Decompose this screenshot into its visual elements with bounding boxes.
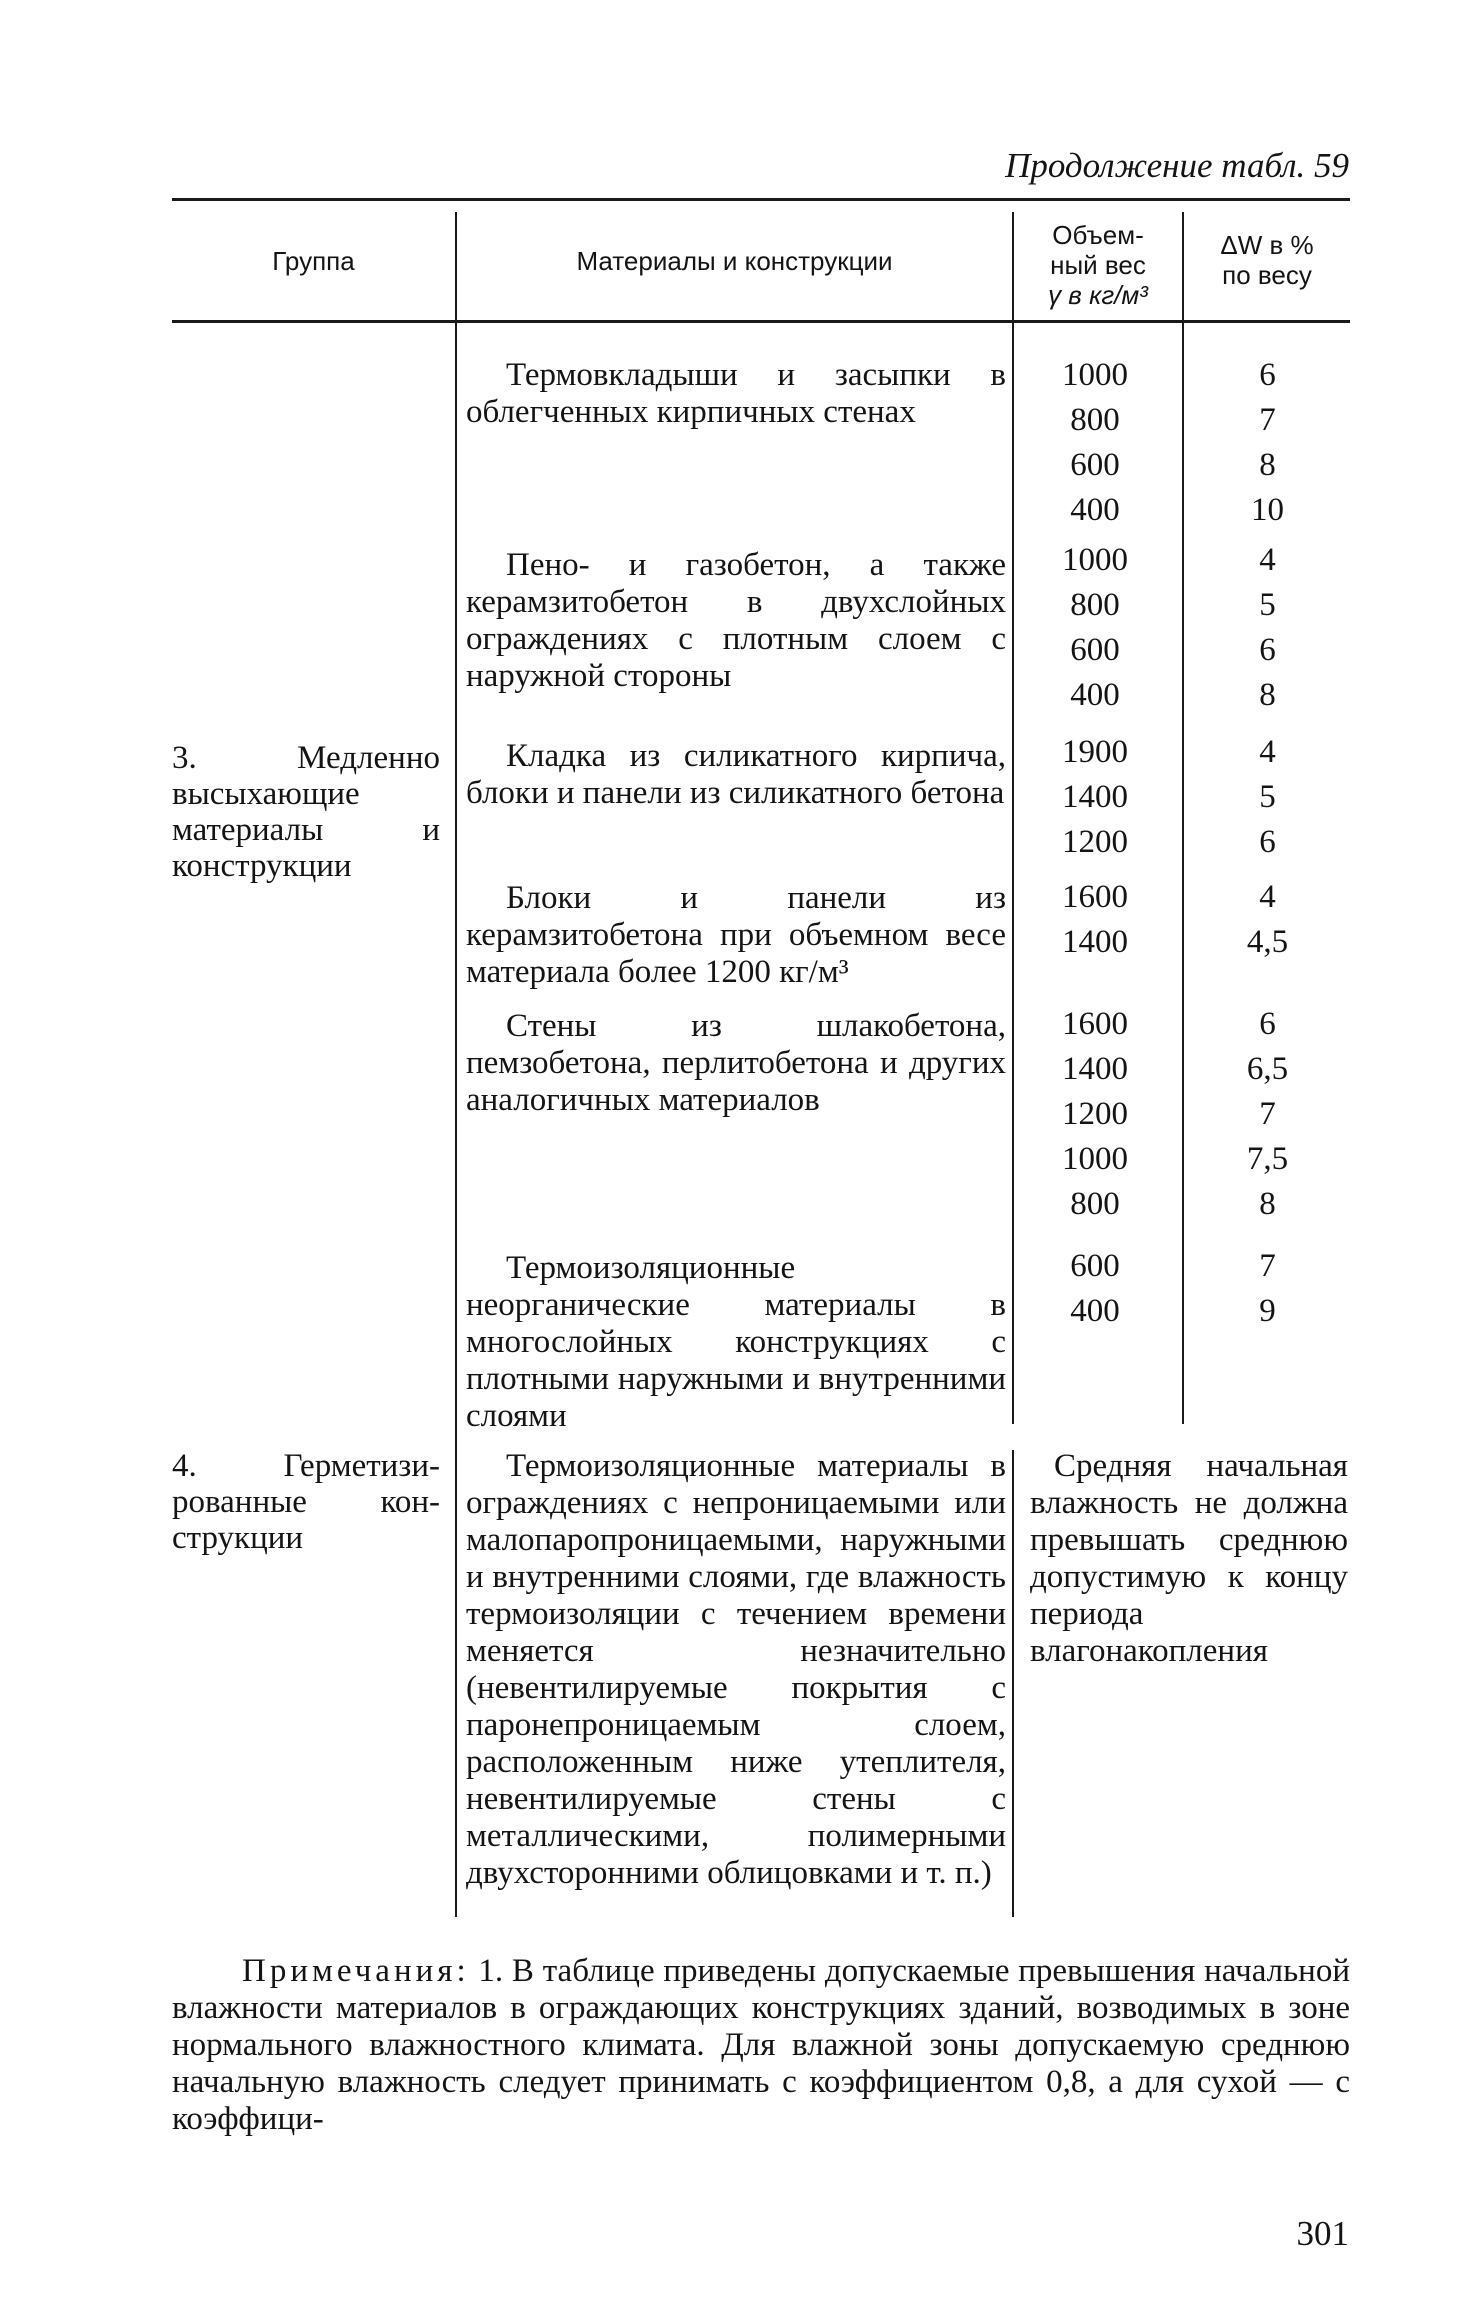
row-3-delta-w [1185, 730, 1350, 865]
row-7-material: Термоизоляционные материалы в ограждениях с непроницаемыми или малопаропроницаемыми, наружными и внутренними слоями, где влажность термоизоляции с течением времени меняется незначительно (невентилируемые покрытия с паронепроницаемым слоем, расположенным ниже утеплителя, невентилируемые стены с металлическими, полимерными двухсторонними облицовками и т. п.) [466, 1448, 1006, 1891]
row-4-delta-w [1185, 875, 1350, 965]
notes-text: 1. В таблице приведены допускаемые превышения начальной влажности материалов в ограждающих конструкциях зданий, возводимых в зоне нормального влажностного климата. Для влажной зоны допускаемую среднюю начальную влажность следует принимать с коэффициентом 0,8, а для сухой — с коэффици- [172, 1953, 1350, 2137]
column-divider-2-lower [1012, 1450, 1014, 1917]
group-4-label: 4. Герметизи-рованные кон-струкции [172, 1448, 440, 1556]
table-top-rule [172, 198, 1350, 201]
header-delta-w-line: по весу [1222, 260, 1312, 290]
row-2-delta-w [1185, 538, 1350, 718]
header-volume-weight-line: ный вес [1050, 250, 1146, 280]
volume-weight-value: 1200 [1062, 824, 1128, 860]
delta-w-value: 4 [1259, 879, 1276, 915]
volume-weight-value: 1600 [1062, 879, 1128, 915]
volume-weight-value: 600 [1070, 632, 1120, 668]
row-6-material: Термоизоляционные неорганические материалы в многослойных конструкциях с плотными наружными и внутренними слоями [466, 1250, 1006, 1434]
header-volume-weight-line: Объем- [1052, 220, 1144, 250]
row-3-volume-weights [1010, 730, 1180, 865]
column-divider-3 [1182, 212, 1184, 1424]
row-1-delta-w [1185, 353, 1350, 533]
volume-weight-value: 1200 [1062, 1096, 1128, 1132]
header-materials: Материалы и конструкции [576, 246, 893, 276]
delta-w-value: 6 [1259, 632, 1276, 668]
volume-weight-value: 800 [1070, 402, 1120, 438]
table-header-rule [172, 320, 1350, 323]
volume-weight-value: 600 [1070, 1248, 1120, 1284]
row-4-volume-weights [1010, 875, 1180, 965]
delta-w-value: 7 [1259, 402, 1276, 438]
volume-weight-value: 1000 [1062, 1141, 1128, 1177]
row-2-material: Пено- и газобетон, а также керамзитобетон в двухслойных ограждениях с плотным слоем с наружной стороны [466, 547, 1006, 694]
column-divider-1 [455, 212, 457, 1917]
row-3-material: Кладка из силикатного кирпича, блоки и панели из силикатного бетона [466, 738, 1006, 811]
volume-weight-value: 1400 [1062, 1051, 1128, 1087]
row-7-note: Средняя начальная влажность не должна превышать среднюю допустимую к концу периода влагонакопления [1030, 1448, 1348, 1669]
delta-w-value: 4 [1259, 734, 1276, 770]
header-volume-weight-line: γ в кг/м³ [1048, 280, 1148, 310]
delta-w-value: 6,5 [1246, 1051, 1289, 1087]
delta-w-value: 6 [1259, 1006, 1276, 1042]
delta-w-value: 4,5 [1246, 924, 1289, 960]
page-number: 301 [1296, 2214, 1349, 2253]
delta-w-value: 5 [1259, 587, 1276, 623]
delta-w-value: 7 [1259, 1248, 1276, 1284]
volume-weight-value: 1000 [1062, 357, 1128, 393]
volume-weight-value: 800 [1070, 1186, 1120, 1222]
volume-weight-value: 800 [1070, 587, 1120, 623]
volume-weight-value: 1400 [1062, 779, 1128, 815]
row-5-delta-w [1185, 1002, 1350, 1227]
delta-w-value: 9 [1259, 1293, 1276, 1329]
volume-weight-value: 400 [1070, 492, 1120, 528]
table-notes [172, 1953, 1350, 2138]
header-delta-w-line: ΔW в % [1220, 230, 1314, 260]
delta-w-value: 8 [1259, 447, 1276, 483]
header-group: Группа [272, 246, 355, 276]
delta-w-value: 6 [1259, 824, 1276, 860]
row-1-material: Термовкладыши и засыпки в облегченных кирпичных стенах [466, 357, 1006, 430]
volume-weight-value: 1900 [1062, 734, 1128, 770]
volume-weight-value: 400 [1070, 1293, 1120, 1329]
header-volume-weight [1014, 220, 1182, 310]
delta-w-value: 8 [1259, 677, 1276, 713]
volume-weight-value: 1400 [1062, 924, 1128, 960]
row-5-material: Стены из шлакобетона, пемзобетона, перлитобетона и других аналогичных материалов [466, 1008, 1006, 1118]
row-1-volume-weights [1010, 353, 1180, 533]
delta-w-value: 6 [1259, 357, 1276, 393]
row-6-volume-weights [1010, 1244, 1180, 1334]
volume-weight-value: 1000 [1062, 542, 1128, 578]
row-5-volume-weights [1010, 1002, 1180, 1227]
row-4-material: Блоки и панели из керамзитобетона при объемном весе материала более 1200 кг/м³ [466, 880, 1006, 990]
delta-w-value: 7 [1259, 1096, 1276, 1132]
row-2-volume-weights [1010, 538, 1180, 718]
delta-w-value: 10 [1251, 492, 1284, 528]
header-delta-w [1184, 230, 1350, 290]
delta-w-value: 8 [1259, 1186, 1276, 1222]
notes-label: Примечания: [242, 1953, 470, 1989]
volume-weight-value: 600 [1070, 447, 1120, 483]
group-3-label: 3. Медленно высыхающие материалы и конструкции [172, 740, 440, 884]
volume-weight-value: 1600 [1062, 1006, 1128, 1042]
delta-w-value: 5 [1259, 779, 1276, 815]
row-6-delta-w [1185, 1244, 1350, 1334]
delta-w-value: 4 [1259, 542, 1276, 578]
continuation-label: Продолжение табл. 59 [1005, 146, 1349, 185]
volume-weight-value: 400 [1070, 677, 1120, 713]
delta-w-value: 7,5 [1246, 1141, 1289, 1177]
